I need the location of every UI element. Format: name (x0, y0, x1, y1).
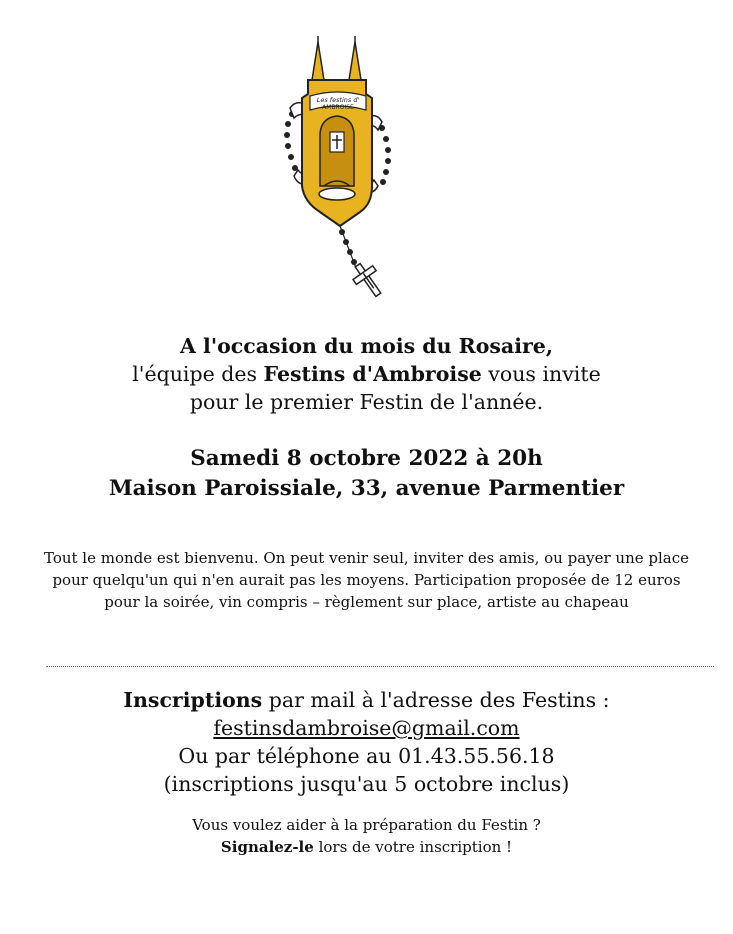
registration-phone: Ou par téléphone au 01.43.55.56.18 (178, 744, 555, 768)
logo-label-line2: AMBROISE (322, 104, 354, 111)
divider (46, 666, 714, 667)
registration-line (0, 686, 733, 714)
help-bold: Signalez-le (220, 838, 314, 856)
help-line-1: Vous voulez aider à la préparation du Festin ? (192, 816, 541, 834)
festins-name: Festins d'Ambroise (263, 362, 482, 386)
welcome-note: Tout le monde est bienvenu. On peut venir seul, inviter des amis, ou payer une place pour quelqu'un qui n'en aurait pas les moyens. Participation proposée de 12 euros pour la soirée, vin compris – règlement sur place, artiste au chapeau (43, 549, 690, 611)
registration-deadline: (inscriptions jusqu'au 5 octobre inclus) (163, 772, 570, 796)
logo-label-line1: Les festins d' (316, 96, 360, 104)
intro-line-1: A l'occasion du mois du Rosaire, (180, 334, 553, 358)
intro-line-2-pre: l'équipe des (132, 362, 264, 386)
registration-info (0, 686, 733, 798)
email-link[interactable]: festinsdambroise@gmail.com (213, 716, 520, 740)
registration-bold: Inscriptions (123, 688, 263, 712)
intro-line-2-post: vous invite (481, 362, 601, 386)
event-date: Samedi 8 octobre 2022 à 20h (190, 446, 543, 471)
help-line-2 (0, 836, 733, 858)
help-note (0, 814, 733, 858)
intro-line-3: pour le premier Festin de l'année. (189, 390, 544, 414)
registration-rest: par mail à l'adresse des Festins : (262, 688, 610, 712)
help-rest: lors de votre inscription ! (313, 838, 513, 856)
intro-line-2 (0, 360, 733, 388)
event-place: Maison Paroissiale, 33, avenue Parmentier (108, 476, 625, 501)
event-details (0, 444, 733, 504)
festins-ambroise-logo (280, 36, 400, 302)
invitation-intro (0, 332, 733, 416)
